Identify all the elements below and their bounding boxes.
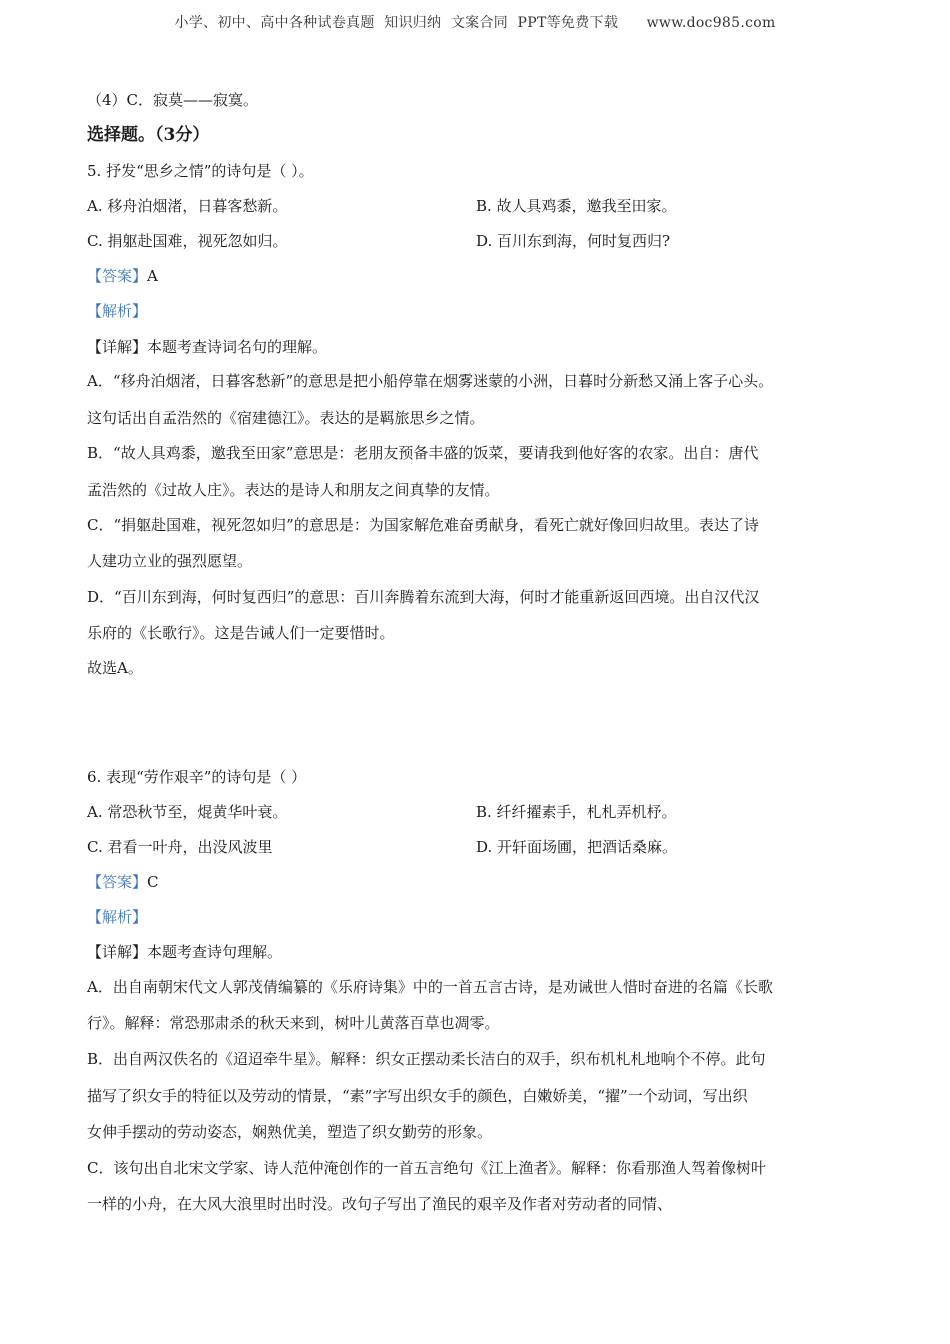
q5-detail	[87, 337, 327, 357]
q6-line: 行》。解释：常恐那肃杀的秋天来到，树叶儿黄落百草也凋零。	[87, 1014, 500, 1032]
section-title: 选择题。（3分）	[87, 125, 210, 145]
q5-analysis-tag: 【解析】	[87, 302, 148, 320]
q5-line: 乐府的《长歌行》。这是告诫人们一定要惜时。	[87, 624, 395, 642]
q6-line: 女伸手摆动的劳动姿态，娴熟优美，塑造了织女勤劳的形象。	[87, 1123, 493, 1141]
q5-option-d: D. 百川东到海，何时复西归?	[476, 232, 671, 250]
q5-line: 人建功立业的强烈愿望。	[87, 552, 253, 570]
page-header: 小学、初中、高中各种试卷真题 知识归纳 文案合同 PPT等免费下载 www.doc985.com	[174, 15, 776, 31]
q5-line: C．“捐躯赴国难，视死忽如归”的意思是：为国家解危难奋勇献身，看死亡就好像回归故里。表达了诗	[87, 516, 759, 534]
q6-option-d: D. 开轩面场圃，把酒话桑麻。	[476, 838, 678, 856]
q5-line: A．“移舟泊烟渚，日暮客愁新”的意思是把小船停靠在烟雾迷蒙的小洲，日暮时分新愁又涌上客子心头。	[87, 372, 774, 390]
q6-answer	[87, 872, 159, 892]
q5-line: B．“故人具鸡黍，邀我至田家”意思是：老朋友预备丰盛的饭菜，要请我到他好客的农家。出自：唐代	[87, 444, 759, 462]
q6-line: C．该句出自北宋文学家、诗人范仲淹创作的一首五言绝句《江上渔者》。解释：你看那渔人驾着像树叶	[87, 1159, 766, 1177]
q5-option-b: B. 故人具鸡黍，邀我至田家。	[476, 197, 677, 215]
detail-intro: 本题考查诗句理解。	[147, 943, 283, 961]
q6-option-b: B. 纤纤擢素手，札札弄机杼。	[476, 803, 677, 821]
q5-stem: 5. 抒发“思乡之情”的诗句是（ ）。	[87, 162, 314, 180]
detail-intro: 本题考查诗词名句的理解。	[147, 338, 328, 356]
prev-item: （4）C．寂莫——寂寞。	[87, 91, 259, 109]
q5-option-c: C. 捐躯赴国难，视死忽如归。	[87, 232, 288, 250]
answer-tag: 【答案】	[87, 873, 148, 891]
q6-detail	[87, 942, 282, 962]
q5-option-a: A. 移舟泊烟渚，日暮客愁新。	[87, 197, 288, 215]
q5-conclusion: 故选A。	[87, 659, 143, 677]
q5-line: 孟浩然的《过故人庄》。表达的是诗人和朋友之间真挚的友情。	[87, 481, 500, 499]
answer-value: A	[147, 267, 158, 285]
answer-tag: 【答案】	[87, 267, 148, 285]
detail-tag: 【详解】	[87, 943, 148, 961]
q6-option-c: C. 君看一叶舟，出没风波里	[87, 838, 273, 856]
answer-value: C	[147, 873, 159, 891]
q6-line: B．出自两汉佚名的《迢迢牵牛星》。解释：织女正摆动柔长洁白的双手，织布机札札地响个不停。此句	[87, 1050, 766, 1068]
q6-line: 描写了织女手的特征以及劳动的情景，“素”字写出织女手的颜色，白嫩娇美，“擢”一个动词，写出织	[87, 1087, 748, 1105]
q5-answer	[87, 266, 158, 286]
q5-line: 这句话出自孟浩然的《宿建德江》。表达的是羁旅思乡之情。	[87, 409, 485, 427]
q6-line: A．出自南朝宋代文人郭茂倩编纂的《乐府诗集》中的一首五言古诗，是劝诫世人惜时奋进的名篇《长歌	[87, 978, 773, 996]
q6-analysis-tag: 【解析】	[87, 908, 148, 926]
q6-line: 一样的小舟，在大风大浪里时出时没。改句子写出了渔民的艰辛及作者对劳动者的同情、	[87, 1195, 673, 1213]
detail-tag: 【详解】	[87, 338, 148, 356]
q5-line: D．“百川东到海，何时复西归”的意思：百川奔腾着东流到大海，何时才能重新返回西境。出自汉代汉	[87, 588, 760, 606]
q6-stem: 6. 表现“劳作艰辛”的诗句是（ ）	[87, 768, 307, 786]
q6-option-a: A. 常恐秋节至，焜黄华叶衰。	[87, 803, 288, 821]
